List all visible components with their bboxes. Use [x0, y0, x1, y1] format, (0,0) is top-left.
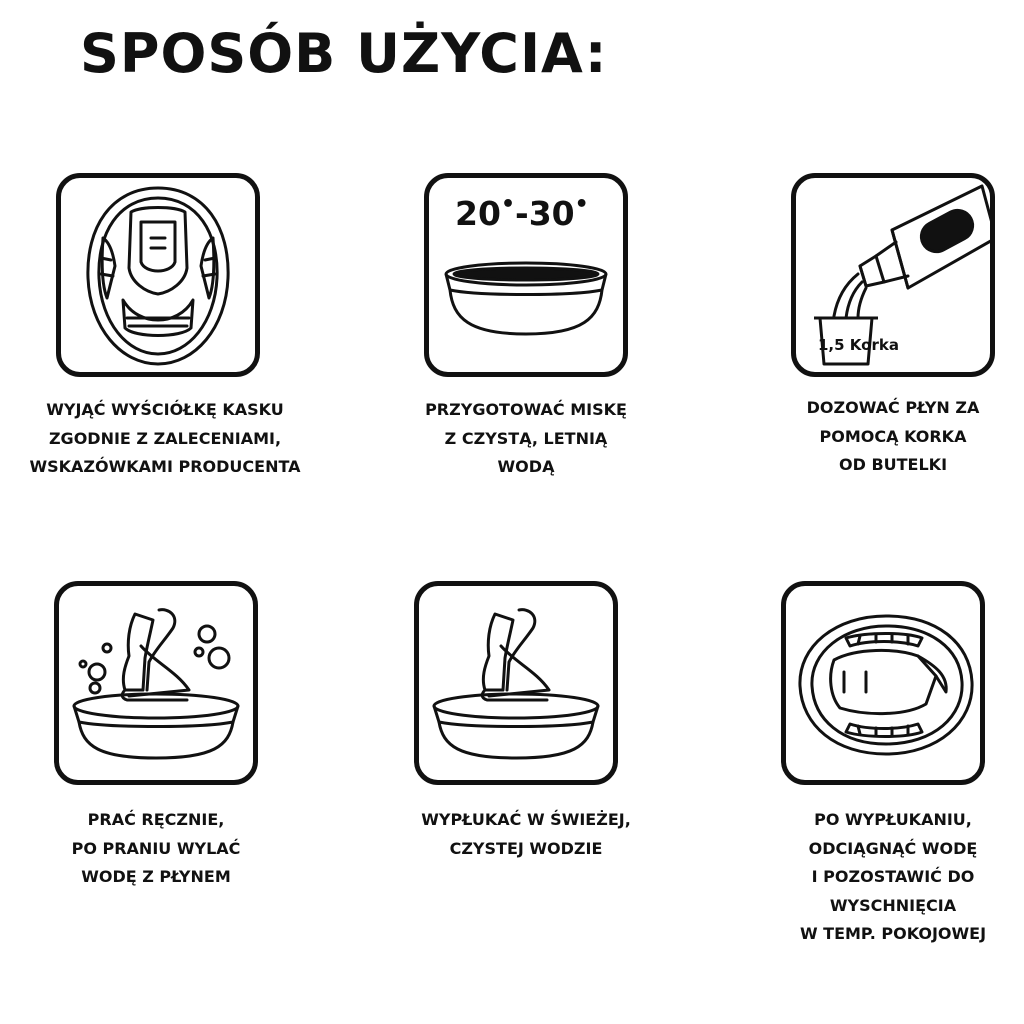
bowl-water-temperature-icon — [424, 173, 628, 377]
helmet-liner-front-drawing — [61, 178, 255, 372]
step-caption: PRAĆ RĘCZNIE, PO PRANIU WYLAĆ WODĘ Z PŁYNEM — [71, 810, 241, 886]
temperature-separator: - — [515, 194, 529, 233]
hand-rinse-drawing — [419, 586, 613, 780]
hand-wash-drawing — [59, 586, 253, 780]
bottle-cap-dose-icon — [791, 173, 995, 377]
hand-wash-bubbles-icon — [54, 581, 258, 785]
temperature-to: 30 — [528, 194, 575, 233]
page-title: SPOSÓB UŻYCIA: — [80, 22, 608, 85]
helmet-liner-dry-icon — [781, 581, 985, 785]
degree-mark: • — [574, 192, 589, 217]
step-caption: WYPŁUKAĆ W ŚWIEŻEJ, CZYSTEJ WODZIE — [421, 810, 631, 858]
helmet-liner-front-icon — [56, 173, 260, 377]
step-caption: PRZYGOTOWAĆ MISKĘ Z CZYSTĄ, LETNIĄ WODĄ — [425, 400, 627, 476]
degree-mark: • — [500, 192, 515, 217]
bowl-drawing — [429, 178, 623, 372]
dose-label: 1,5 Korka — [818, 336, 899, 354]
helmet-liner-side-drawing — [786, 586, 980, 780]
step-caption: PO WYPŁUKANIU, ODCIĄGNĄĆ WODĘ I POZOSTAWIĆ DO WYSCHNIĘCIA W TEMP. POKOJOWEJ — [799, 810, 987, 943]
temperature-from: 20 — [455, 194, 501, 233]
step-caption: DOZOWAĆ PŁYN ZA POMOCĄ KORKA OD BUTELKI — [806, 398, 980, 474]
step-caption: WYJĄĆ WYŚCIÓŁKĘ KASKU ZGODNIE Z ZALECENIAMI, WSKAZÓWKAMI PRODUCENTA — [29, 400, 301, 476]
hand-rinse-icon — [414, 581, 618, 785]
